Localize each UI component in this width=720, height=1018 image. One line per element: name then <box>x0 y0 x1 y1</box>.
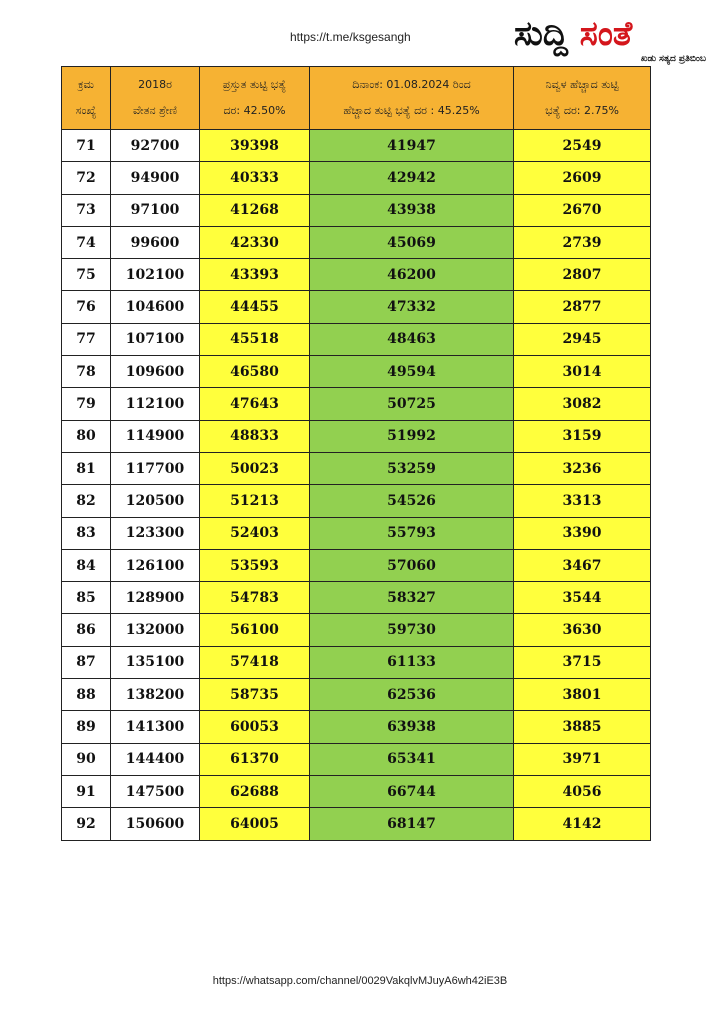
cell-current-da: 53593 <box>200 549 310 581</box>
cell-pay-scale: 141300 <box>111 711 200 743</box>
cell-current-da: 46580 <box>200 356 310 388</box>
cell-net-increase: 2549 <box>514 130 651 162</box>
table-row <box>62 775 651 807</box>
cell-net-increase: 3544 <box>514 582 651 614</box>
table-row <box>62 323 651 355</box>
cell-pay-scale: 94900 <box>111 162 200 194</box>
cell-pay-scale: 99600 <box>111 226 200 258</box>
cell-revised-da: 62536 <box>310 679 514 711</box>
table-row <box>62 226 651 258</box>
cell-current-da: 54783 <box>200 582 310 614</box>
cell-net-increase: 3014 <box>514 356 651 388</box>
table-body <box>62 130 651 841</box>
telegram-link[interactable]: https://t.me/ksgesangh <box>290 30 411 44</box>
cell-current-da: 40333 <box>200 162 310 194</box>
cell-revised-da: 59730 <box>310 614 514 646</box>
logo-tagline: ಖಡು ಸತ್ಯದ ಪ್ರತಿಬಿಂಬ <box>640 54 706 64</box>
cell-pay-scale: 147500 <box>111 775 200 807</box>
logo-text <box>514 14 632 54</box>
table-row <box>62 162 651 194</box>
cell-pay-scale: 97100 <box>111 194 200 226</box>
cell-net-increase: 2877 <box>514 291 651 323</box>
cell-serial: 90 <box>62 743 111 775</box>
cell-current-da: 39398 <box>200 130 310 162</box>
cell-revised-da: 68147 <box>310 808 514 840</box>
cell-revised-da: 57060 <box>310 549 514 581</box>
cell-serial: 92 <box>62 808 111 840</box>
cell-serial: 79 <box>62 388 111 420</box>
table-row <box>62 388 651 420</box>
logo-text-black: ಸುದ್ದಿ <box>514 14 568 54</box>
cell-revised-da: 61133 <box>310 646 514 678</box>
cell-net-increase: 3082 <box>514 388 651 420</box>
cell-pay-scale: 132000 <box>111 614 200 646</box>
cell-revised-da: 45069 <box>310 226 514 258</box>
table-row <box>62 485 651 517</box>
da-table <box>61 66 651 841</box>
cell-net-increase: 4056 <box>514 775 651 807</box>
cell-revised-da: 65341 <box>310 743 514 775</box>
cell-current-da: 44455 <box>200 291 310 323</box>
cell-revised-da: 46200 <box>310 259 514 291</box>
cell-serial: 87 <box>62 646 111 678</box>
logo-text-red: ಸಂತೆ <box>579 14 633 54</box>
cell-revised-da: 51992 <box>310 420 514 452</box>
cell-revised-da: 53259 <box>310 452 514 484</box>
cell-net-increase: 3885 <box>514 711 651 743</box>
cell-net-increase: 2807 <box>514 259 651 291</box>
table-row <box>62 743 651 775</box>
cell-pay-scale: 123300 <box>111 517 200 549</box>
table-row <box>62 517 651 549</box>
cell-serial: 80 <box>62 420 111 452</box>
cell-pay-scale: 138200 <box>111 679 200 711</box>
cell-pay-scale: 117700 <box>111 452 200 484</box>
table-row <box>62 549 651 581</box>
cell-serial: 73 <box>62 194 111 226</box>
cell-serial: 75 <box>62 259 111 291</box>
column-header-revised-da: ದಿನಾಂಕ: 01.08.2024 ರಿಂದ ಹೆಚ್ಚಾದ ತುಟ್ಟಿ ಭತ್ಯೆ ದರ : 45.25% <box>310 67 514 130</box>
cell-serial: 91 <box>62 775 111 807</box>
cell-serial: 81 <box>62 452 111 484</box>
cell-serial: 88 <box>62 679 111 711</box>
cell-serial: 85 <box>62 582 111 614</box>
cell-serial: 74 <box>62 226 111 258</box>
cell-serial: 72 <box>62 162 111 194</box>
cell-pay-scale: 109600 <box>111 356 200 388</box>
cell-current-da: 45518 <box>200 323 310 355</box>
cell-net-increase: 2739 <box>514 226 651 258</box>
cell-current-da: 41268 <box>200 194 310 226</box>
cell-pay-scale: 114900 <box>111 420 200 452</box>
cell-current-da: 64005 <box>200 808 310 840</box>
table-row <box>62 420 651 452</box>
cell-revised-da: 58327 <box>310 582 514 614</box>
cell-serial: 84 <box>62 549 111 581</box>
cell-serial: 82 <box>62 485 111 517</box>
cell-current-da: 62688 <box>200 775 310 807</box>
column-header-net-increase: ನಿವ್ವಳ ಹೆಚ್ಚಾದ ತುಟ್ಟಿ ಭತ್ಯೆ ದರ: 2.75% <box>514 67 651 130</box>
cell-pay-scale: 107100 <box>111 323 200 355</box>
cell-revised-da: 47332 <box>310 291 514 323</box>
table-row <box>62 808 651 840</box>
table-row <box>62 711 651 743</box>
cell-current-da: 48833 <box>200 420 310 452</box>
cell-revised-da: 66744 <box>310 775 514 807</box>
cell-pay-scale: 144400 <box>111 743 200 775</box>
cell-net-increase: 3801 <box>514 679 651 711</box>
cell-net-increase: 3390 <box>514 517 651 549</box>
cell-net-increase: 3715 <box>514 646 651 678</box>
cell-pay-scale: 120500 <box>111 485 200 517</box>
cell-revised-da: 42942 <box>310 162 514 194</box>
cell-current-da: 61370 <box>200 743 310 775</box>
cell-current-da: 51213 <box>200 485 310 517</box>
cell-revised-da: 63938 <box>310 711 514 743</box>
cell-pay-scale: 150600 <box>111 808 200 840</box>
cell-pay-scale: 92700 <box>111 130 200 162</box>
cell-revised-da: 55793 <box>310 517 514 549</box>
cell-pay-scale: 128900 <box>111 582 200 614</box>
cell-net-increase: 3313 <box>514 485 651 517</box>
table-row <box>62 614 651 646</box>
table-row <box>62 259 651 291</box>
cell-pay-scale: 126100 <box>111 549 200 581</box>
cell-net-increase: 2670 <box>514 194 651 226</box>
cell-revised-da: 54526 <box>310 485 514 517</box>
cell-pay-scale: 112100 <box>111 388 200 420</box>
cell-current-da: 60053 <box>200 711 310 743</box>
cell-current-da: 52403 <box>200 517 310 549</box>
column-header-current-da: ಪ್ರಸ್ತುತ ತುಟ್ಟಿ ಭತ್ಯೆ ದರ: 42.50% <box>200 67 310 130</box>
cell-net-increase: 3971 <box>514 743 651 775</box>
table-row <box>62 291 651 323</box>
table-row <box>62 582 651 614</box>
cell-net-increase: 3467 <box>514 549 651 581</box>
cell-serial: 86 <box>62 614 111 646</box>
table-row <box>62 646 651 678</box>
cell-serial: 78 <box>62 356 111 388</box>
table-header-row <box>62 67 651 130</box>
logo <box>514 14 710 68</box>
cell-net-increase: 4142 <box>514 808 651 840</box>
cell-current-da: 47643 <box>200 388 310 420</box>
cell-net-increase: 2609 <box>514 162 651 194</box>
table-row <box>62 452 651 484</box>
cell-revised-da: 50725 <box>310 388 514 420</box>
cell-current-da: 58735 <box>200 679 310 711</box>
cell-revised-da: 48463 <box>310 323 514 355</box>
whatsapp-link[interactable]: https://whatsapp.com/channel/0029VakqlvMJuyA6wh42iE3B <box>212 975 508 987</box>
cell-current-da: 42330 <box>200 226 310 258</box>
cell-current-da: 43393 <box>200 259 310 291</box>
cell-current-da: 57418 <box>200 646 310 678</box>
cell-revised-da: 43938 <box>310 194 514 226</box>
cell-serial: 76 <box>62 291 111 323</box>
table-row <box>62 130 651 162</box>
cell-pay-scale: 135100 <box>111 646 200 678</box>
table-row <box>62 679 651 711</box>
cell-revised-da: 49594 <box>310 356 514 388</box>
cell-pay-scale: 102100 <box>111 259 200 291</box>
cell-serial: 77 <box>62 323 111 355</box>
cell-current-da: 50023 <box>200 452 310 484</box>
cell-revised-da: 41947 <box>310 130 514 162</box>
cell-pay-scale: 104600 <box>111 291 200 323</box>
table-row <box>62 194 651 226</box>
cell-serial: 89 <box>62 711 111 743</box>
column-header-pay-scale: 2018ರ ವೇತನ ಶ್ರೇಣಿ <box>111 67 200 130</box>
cell-net-increase: 3236 <box>514 452 651 484</box>
cell-serial: 83 <box>62 517 111 549</box>
column-header-serial: ಕ್ರಮ ಸಂಖ್ಯೆ <box>62 67 111 130</box>
table-row <box>62 356 651 388</box>
cell-serial: 71 <box>62 130 111 162</box>
cell-net-increase: 3159 <box>514 420 651 452</box>
cell-current-da: 56100 <box>200 614 310 646</box>
cell-net-increase: 2945 <box>514 323 651 355</box>
cell-net-increase: 3630 <box>514 614 651 646</box>
